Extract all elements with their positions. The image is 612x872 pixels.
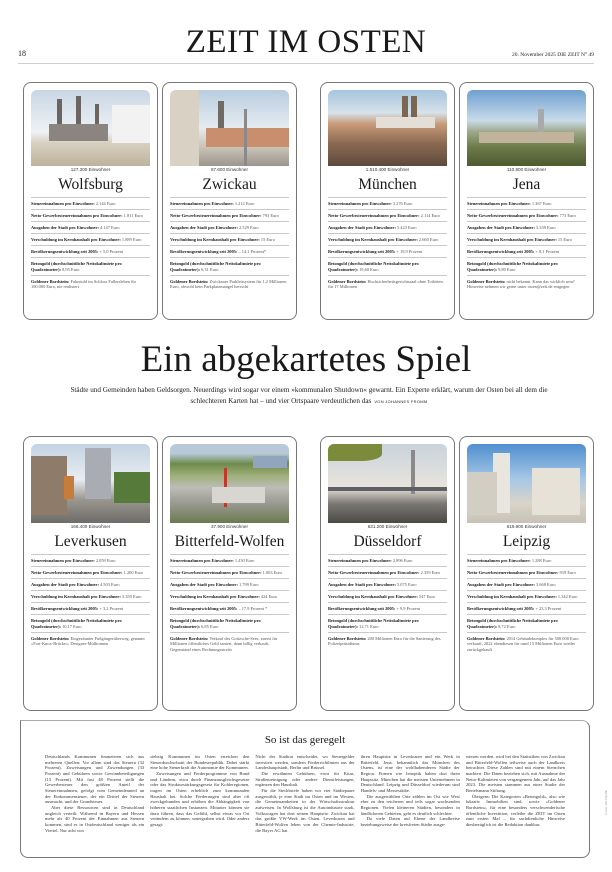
stat-value: 2.896 Euro	[392, 557, 413, 563]
paragraph: Die ausgewählten Orte zählen im Ost wie West eher zu den reicheren und teils sogar wachsenden Regionen. Vielen kleineren Städten, besonders in ländlicheren Gebieten, geht es deutlich schlechter.	[360, 793, 460, 816]
stat-label: Betongold (durchschnittliche Nettokaltmiete pro Quadratmeter):	[170, 617, 261, 629]
stat-label: Ausgaben der Stadt pro Einwohner:	[31, 581, 99, 587]
stat-label: Verschuldung im Kernhaushalt pro Einwohner:	[31, 236, 121, 242]
stat-label: Ausgaben der Stadt pro Einwohner:	[170, 581, 238, 587]
stat-value: 919 Euro	[559, 569, 576, 575]
stat-value: 1.342 Euro	[557, 593, 578, 599]
stat-label: Bevölkerungsentwicklung seit 2005:	[31, 248, 99, 254]
byline: VON JOHANNES FROMM	[374, 398, 428, 404]
stat-value: nicht bekannt. Kann das wirklich sein? Hinweise nehmen wir gerne unter osten@zeit.de entgegen	[467, 278, 575, 290]
stat-label: Goldener Bordstein:	[328, 635, 367, 641]
stat-value: Hochsicherheitsgerichtssaal ohne Toiletten für 17 Millionen	[328, 278, 443, 290]
stat-value: 1.212 Euro	[234, 200, 255, 206]
city-name: Jena	[512, 176, 541, 193]
stat-value: 8,95 Euro	[62, 266, 80, 272]
stat-label: Bevölkerungsentwicklung seit 2005:	[170, 605, 238, 611]
stat-value: 2.359 Euro	[420, 569, 441, 575]
stat-row-tax	[328, 554, 447, 566]
stat-label: Betongold (durchschnittliche Nettokaltmiete pro Quadratmeter):	[328, 617, 419, 629]
stat-row-concrete-gold	[328, 614, 447, 632]
paragraph: Für die Steckbriefe haben wir vier Städtepaare ausgewählt, je eine Stadt im Osten und im Westen, die Gemeinsamkeiten in der Wirtschaftsstruktur aufweisen. In Wolfsburg ist die Autoindustrie stark, Volkswagen hat dort seinen Hauptsitz. Zwickau hat das größte VW-Werk im Osten. Leverkusen und Bitterfeld-Wolfen leben von der Chemie-Industrie, die Bayer AG hat	[255, 787, 355, 833]
stat-label: Ausgaben der Stadt pro Einwohner:	[467, 224, 535, 230]
stat-row-spending	[328, 221, 447, 233]
city-name: Düsseldorf	[353, 533, 422, 550]
stat-value: 1.367 Euro	[531, 200, 552, 206]
stat-row-trade-tax	[467, 566, 586, 578]
stat-row-trade-tax	[170, 209, 289, 221]
population: 631.200 Einwohner	[367, 524, 408, 529]
stat-label: Bevölkerungsentwicklung seit 2005:	[467, 248, 535, 254]
stat-label: Goldener Bordstein:	[467, 635, 506, 641]
stat-label: Steuereinnahmen pro Einwohner:	[467, 200, 531, 206]
population: 37.900 Einwohner	[210, 524, 249, 529]
stat-row-debt	[170, 590, 289, 602]
stat-value: 1.003 Euro	[262, 569, 283, 575]
stat-row-golden-curb	[31, 275, 150, 293]
stat-label: Verschuldung im Kernhaushalt pro Einwohner:	[467, 593, 557, 599]
stat-label: Goldener Bordstein:	[170, 278, 209, 284]
stat-value: – 17,9 Prozent *	[238, 605, 268, 611]
stat-row-population-trend	[170, 245, 289, 257]
stat-row-concrete-gold	[467, 257, 586, 275]
section-title: ZEIT IM OSTEN	[185, 24, 427, 60]
stat-label: Verschuldung im Kernhaushalt pro Einwohner:	[467, 236, 557, 242]
stat-value: 1.799 Euro	[239, 581, 259, 587]
stat-row-trade-tax	[31, 209, 150, 221]
population: 166.400 Einwohner	[70, 524, 111, 529]
stat-label: Betongold (durchschnittliche Nettokaltmiete pro Quadratmeter):	[31, 260, 122, 272]
stat-row-concrete-gold	[467, 614, 586, 632]
stat-value: 1.430 Euro	[234, 557, 255, 563]
population: 619.900 Einwohner	[506, 524, 547, 529]
stat-row-golden-curb	[328, 632, 447, 650]
stat-row-concrete-gold	[328, 257, 447, 275]
city-name: Wolfsburg	[58, 176, 123, 193]
stat-value: 4.147 Euro	[100, 224, 120, 230]
paragraph: Die erwähnten Gebühren, etwa für Kitas, Straßenreinigung oder andere Dienstleistungen, ergänzen den Haushalt.	[255, 770, 355, 788]
stat-row-debt	[328, 590, 447, 602]
city-photo	[328, 90, 447, 166]
city-photo	[31, 90, 150, 166]
stat-value: 547 Euro	[418, 593, 436, 599]
stat-label: Steuereinnahmen pro Einwohner:	[31, 200, 95, 206]
stat-value: 5.075 Euro	[397, 581, 417, 587]
stat-row-concrete-gold	[31, 614, 150, 632]
stat-value: Fahrstuhl im Schloss Fallersleben für 100.000 Euro, nie realisiert	[31, 278, 137, 290]
paragraph: Aber diese Ressourcen sind in Deutschland ungleich verteilt. Während in Bayern und Hessen mehr als 40 Prozent der Einnahmen aus Steuern kommen, sind es in Ostdeutschland weniger als ein Viertel. Nur acht von	[45, 804, 145, 833]
stat-value: 1.811 Euro	[123, 212, 144, 218]
stat-row-population-trend	[328, 245, 447, 257]
stat-value: 19,60 Euro	[359, 266, 379, 272]
city-card	[320, 82, 455, 320]
paragraph: Übrigens: Die Kategorien »Betongold«, also wie lukrativ Immobilien sind, sowie »Goldener Bordstein«, für eine besonders verschwenderische öffentliche Investition, verleihe die ZEIT im Osten zum ersten Mal – für sachdienliche Hinweise diesbezüglich ist die Redaktion dankbar.	[465, 793, 566, 827]
stat-row-trade-tax	[31, 566, 150, 578]
stat-label: Ausgaben der Stadt pro Einwohner:	[328, 224, 396, 230]
stat-label: Betongold (durchschnittliche Nettokaltmiete pro Quadratmeter):	[31, 617, 122, 629]
stat-row-tax	[467, 554, 586, 566]
city-name: München	[358, 176, 417, 193]
stat-label: Goldener Bordstein:	[170, 635, 209, 641]
stat-value: 9,80 Euro	[498, 266, 516, 272]
stat-value: 200 Millionen Euro für die Sanierung des Polizeipräsidiums	[328, 635, 441, 647]
stat-row-golden-curb	[467, 275, 586, 293]
city-photo	[31, 444, 150, 523]
stat-value: + 5,0 Prozent	[99, 248, 124, 254]
city-card	[459, 82, 594, 320]
stat-row-golden-curb	[31, 632, 150, 650]
city-card	[162, 82, 297, 320]
city-card	[23, 436, 158, 711]
stat-value: 6,31 Euro	[201, 266, 219, 272]
city-photo	[467, 90, 586, 166]
stat-value: + 19,9 Prozent	[396, 248, 423, 254]
stat-value: + 23,3 Prozent	[535, 605, 562, 611]
city-name: Bitterfeld-Wolfen	[174, 533, 285, 550]
dek	[60, 385, 558, 407]
explainer-column	[150, 754, 249, 833]
city-photo	[170, 90, 289, 166]
paragraph: wiesen werden, wird bei den Statistiken von Zwickau und Bitterfeld-Wolfen teilweise auch der Landkreis betrachtet. Diese Zahlen sind mit einem Sternchen markiert. Die Daten beziehen sich, mit Ausnahme der Netto-Kaltmieten von vergangenem Jahr, auf das Jahr 2023. Die meisten stammen aus einer Studie der Bertelsmann Stiftung.	[465, 754, 566, 793]
stat-row-trade-tax	[170, 566, 289, 578]
stat-row-tax	[170, 554, 289, 566]
stat-row-population-trend	[467, 602, 586, 614]
stat-label: Netto-Gewerbesteuereinnahmen pro Einwohner:	[467, 569, 559, 575]
stat-value: 2.059 Euro	[95, 557, 116, 563]
city-card	[459, 436, 594, 711]
population: 127.300 Einwohner	[70, 167, 111, 172]
stat-row-spending	[170, 578, 289, 590]
paragraph: Nicht der Stadtrat entscheidet, wo Steuergelder investiert werden, sondern Förderrichtlinien aus der Landeshauptstadt, Berlin und Brüssel.	[255, 754, 355, 771]
stat-row-trade-tax	[467, 209, 586, 221]
issue-info: 20. November 2025 DIE ZEIT N° 49	[512, 52, 594, 58]
stat-value: 8,72 Euro	[498, 623, 516, 629]
stat-row-golden-curb	[170, 632, 289, 655]
paragraph: Deutschlands Kommunen finanzieren sich aus mehreren Quellen: Vor allem sind das Steuern (32 Prozent), Zuweisungen und Zuwendungen (33 Prozent) und Gebühren sowie Gewinnbeteiligungen (15 Prozent). Mit fast 48 Prozent stellt die Gewerbesteuer den größten Anteil der Steuereinnahmen, gefolgt vom Gemeindeanteil an der Einkommensteuer, der ein Drittel der Steuern ausmacht, und der Grundsteuer.	[45, 754, 145, 805]
paragraph: Da viele Daten auf Ebene der Landkreise beziehungsweise der kreisfreien Städte ausge-	[360, 816, 460, 827]
stat-label: Betongold (durchschnittliche Nettokaltmiete pro Quadratmeter):	[170, 260, 261, 272]
stat-label: Verschuldung im Kernhaushalt pro Einwohner:	[170, 236, 260, 242]
stat-value: 1.200 Euro	[123, 569, 144, 575]
stat-row-golden-curb	[467, 632, 586, 655]
city-name: Leipzig	[502, 533, 551, 550]
stat-row-tax	[31, 554, 150, 566]
stat-value: 15 Euro	[260, 236, 275, 242]
city-card	[162, 436, 297, 711]
explainer-column	[466, 754, 565, 833]
stat-label: Ausgaben der Stadt pro Einwohner:	[170, 224, 238, 230]
stat-value: 2.144 Euro	[95, 200, 116, 206]
stat-row-debt	[31, 233, 150, 245]
stat-value: + 9,9 Prozent	[396, 605, 421, 611]
explainer-box	[20, 720, 590, 858]
stat-label: Steuereinnahmen pro Einwohner:	[328, 200, 392, 206]
stat-label: Netto-Gewerbesteuereinnahmen pro Einwohner:	[170, 212, 262, 218]
stat-row-trade-tax	[328, 209, 447, 221]
stat-value: 1.889 Euro	[121, 236, 142, 242]
city-photo	[328, 444, 447, 523]
stat-row-population-trend	[328, 602, 447, 614]
stat-label: Betongold (durchschnittliche Nettokaltmiete pro Quadratmeter):	[467, 260, 558, 272]
stat-row-debt	[467, 233, 586, 245]
stat-label: Steuereinnahmen pro Einwohner:	[328, 557, 392, 563]
stat-label: Steuereinnahmen pro Einwohner:	[31, 557, 95, 563]
stat-label: Bevölkerungsentwicklung seit 2005:	[328, 248, 396, 254]
stat-row-debt	[31, 590, 150, 602]
city-name: Leverkusen	[54, 533, 127, 550]
stat-row-concrete-gold	[31, 257, 150, 275]
stat-value: 773 Euro	[559, 212, 576, 218]
stat-value: – 14,1 Prozent*	[238, 248, 267, 254]
stat-row-concrete-gold	[170, 614, 289, 632]
stat-label: Bevölkerungsentwicklung seit 2005:	[467, 605, 535, 611]
stat-row-tax	[328, 197, 447, 209]
stat-row-population-trend	[170, 602, 289, 614]
stat-value: 793 Euro	[262, 212, 279, 218]
stat-row-concrete-gold	[170, 257, 289, 275]
headline: Ein abgekartetes Spiel	[140, 339, 472, 380]
stat-row-population-trend	[467, 245, 586, 257]
stat-label: Goldener Bordstein:	[31, 278, 70, 284]
paragraph: siebzig Kommunen im Osten erreichen den Steuerdurchschnitt der Bundesrepublik. Dabei stärkt eine hohe Steuerkraft die Autonomie der Kommunen.	[150, 754, 250, 771]
population: 87.600 Einwohner	[210, 167, 249, 172]
population: 1.510.400 Einwohner	[365, 167, 410, 172]
explainer-column	[45, 754, 144, 833]
stat-label: Betongold (durchschnittliche Nettokaltmiete pro Quadratmeter):	[328, 260, 419, 272]
stat-value: 2.529 Euro	[239, 224, 259, 230]
stat-row-tax	[170, 197, 289, 209]
stat-value: Verkauf des Goitzsche-Sees: zuerst für Millionen öffentliches Geld saniert, dann billig verkauft, Gegenstand eines Rechnungsstreits	[170, 635, 278, 652]
stat-label: Netto-Gewerbesteuereinnahmen pro Einwohner:	[328, 569, 420, 575]
stat-value: Zwickauer Parkleitsystem für 1,2 Millionen Euro, obwohl kein Parkplatzmangel herrscht	[170, 278, 287, 290]
stat-value: + 3,2 Prozent	[99, 605, 124, 611]
stat-row-population-trend	[31, 245, 150, 257]
stat-label: Verschuldung im Kernhaushalt pro Einwohner:	[328, 593, 418, 599]
stat-value: 3.668 Euro	[536, 581, 556, 587]
stat-row-debt	[170, 233, 289, 245]
stat-row-golden-curb	[328, 275, 447, 293]
population: 110.800 Einwohner	[506, 167, 547, 172]
stat-row-tax	[467, 197, 586, 209]
stat-label: Goldener Bordstein:	[328, 278, 367, 284]
stat-row-population-trend	[31, 602, 150, 614]
stat-value: 3.339 Euro	[536, 224, 556, 230]
stat-label: Netto-Gewerbesteuereinnahmen pro Einwohner:	[170, 569, 262, 575]
stat-row-spending	[170, 221, 289, 233]
stat-row-golden-curb	[170, 275, 289, 293]
dek-text: Städte und Gemeinden haben Geldsorgen. Neuerdings wird sogar vor einem »kommunalen Shutdown« gewarnt. Ein Experte erklärt, warum der Osten bei all dem die schlechteren Karten hat – und vier Ortspaare verdeutlichen das	[70, 386, 548, 405]
city-photo	[170, 444, 289, 523]
stat-value: 2.660 Euro	[418, 236, 439, 242]
stat-label: Ausgaben der Stadt pro Einwohner:	[328, 581, 396, 587]
stat-value: 3.276 Euro	[392, 200, 413, 206]
stat-label: Bevölkerungsentwicklung seit 2005:	[328, 605, 396, 611]
stat-label: Ausgaben der Stadt pro Einwohner:	[31, 224, 99, 230]
stat-label: Verschuldung im Kernhaushalt pro Einwohner:	[31, 593, 121, 599]
stat-label: Verschuldung im Kernhaushalt pro Einwohner:	[328, 236, 418, 242]
explainer-title: So ist das geregelt	[264, 734, 346, 746]
city-name: Zwickau	[202, 176, 257, 193]
stat-value: 3.359 Euro	[121, 593, 142, 599]
stat-value: 424 Euro	[260, 593, 278, 599]
stat-label: Betongold (durchschnittliche Nettokaltmiete pro Quadratmeter):	[467, 617, 558, 629]
stat-value: 2.114 Euro	[420, 212, 441, 218]
stat-label: Steuereinnahmen pro Einwohner:	[467, 557, 531, 563]
stat-value: 6,85 Euro	[201, 623, 219, 629]
stat-label: Bevölkerungsentwicklung seit 2005:	[170, 248, 238, 254]
stat-label: Goldener Bordstein:	[31, 635, 70, 641]
stat-value: 5.423 Euro	[397, 224, 417, 230]
stat-row-spending	[31, 578, 150, 590]
photo-credit: Fotos: ZEIT-Grafik	[604, 790, 608, 815]
stat-row-debt	[328, 233, 447, 245]
stat-row-debt	[467, 590, 586, 602]
city-photo	[467, 444, 586, 523]
stat-label: Netto-Gewerbesteuereinnahmen pro Einwohner:	[328, 212, 420, 218]
stat-label: Goldener Bordstein:	[467, 278, 506, 284]
stat-value: 15 Euro	[557, 236, 572, 242]
stat-label: Steuereinnahmen pro Einwohner:	[170, 200, 234, 206]
paragraph: ihren Hauptsitz in Leverkusen und ein Werk in Bitterfeld. Jena, bekanntlich das München des Ostens, ist eine der wohlhabenderen Städte der Region. Firmen wie Jenoptik haben dort ihren Hauptsitz. München hat die meisten Unternehmen in Deutschland. Leipzig und Düsseldorf wiederum sind Handels- und Messestädte.	[360, 754, 460, 793]
stat-value: 2014 Gebäudekomplex für 500.000 Euro verkauft, 2022 ebendiesen für rund 15 Millionen Euro wieder zurückgekauft	[467, 635, 579, 652]
stat-label: Verschuldung im Kernhaushalt pro Einwohner:	[170, 593, 260, 599]
stat-value: Eingezäunter Fußgängerüberweg, genannt »Fort-Knox-Brücke«; Designer-Mülltonnen	[31, 635, 145, 647]
stat-label: Netto-Gewerbesteuereinnahmen pro Einwohner:	[467, 212, 559, 218]
stat-value: 12,71 Euro	[359, 623, 379, 629]
stat-value: 10,17 Euro	[62, 623, 82, 629]
stat-row-tax	[31, 197, 150, 209]
stat-label: Netto-Gewerbesteuereinnahmen pro Einwohner:	[31, 212, 123, 218]
explainer-column	[361, 754, 460, 833]
city-card	[320, 436, 455, 711]
stat-row-trade-tax	[328, 566, 447, 578]
stat-value: 1.288 Euro	[531, 557, 552, 563]
page-header	[18, 22, 594, 64]
city-card	[23, 82, 158, 320]
stat-value: 4.503 Euro	[100, 581, 120, 587]
stat-label: Bevölkerungsentwicklung seit 2005:	[31, 605, 99, 611]
page-number: 18	[18, 49, 26, 58]
stat-row-spending	[467, 221, 586, 233]
stat-row-spending	[31, 221, 150, 233]
stat-value: + 8,1 Prozent	[535, 248, 560, 254]
stat-row-spending	[328, 578, 447, 590]
stat-label: Ausgaben der Stadt pro Einwohner:	[467, 581, 535, 587]
stat-label: Netto-Gewerbesteuereinnahmen pro Einwohner:	[31, 569, 123, 575]
explainer-column	[255, 754, 354, 833]
stat-row-spending	[467, 578, 586, 590]
explainer-columns	[45, 754, 565, 833]
stat-label: Steuereinnahmen pro Einwohner:	[170, 557, 234, 563]
paragraph: Zuweisungen und Förderprogramme von Bund und Ländern, etwa durch Finanzausgleichsgesetze oder das Strukturstärkungsgesetz für Kohleregionen, tragen im Osten erheblich zum kommunalen Haushalt bei. Solche Förderungen sind aber oft zweckgebunden und erhöhen die Abhängigkeit von höheren staatlichen Instanzen. Mitunter können sie dazu führen, dass das Gefühl, selbst etwas vor Ort verändern zu können, untergraben wird. Oder anders gesagt:	[150, 770, 250, 827]
